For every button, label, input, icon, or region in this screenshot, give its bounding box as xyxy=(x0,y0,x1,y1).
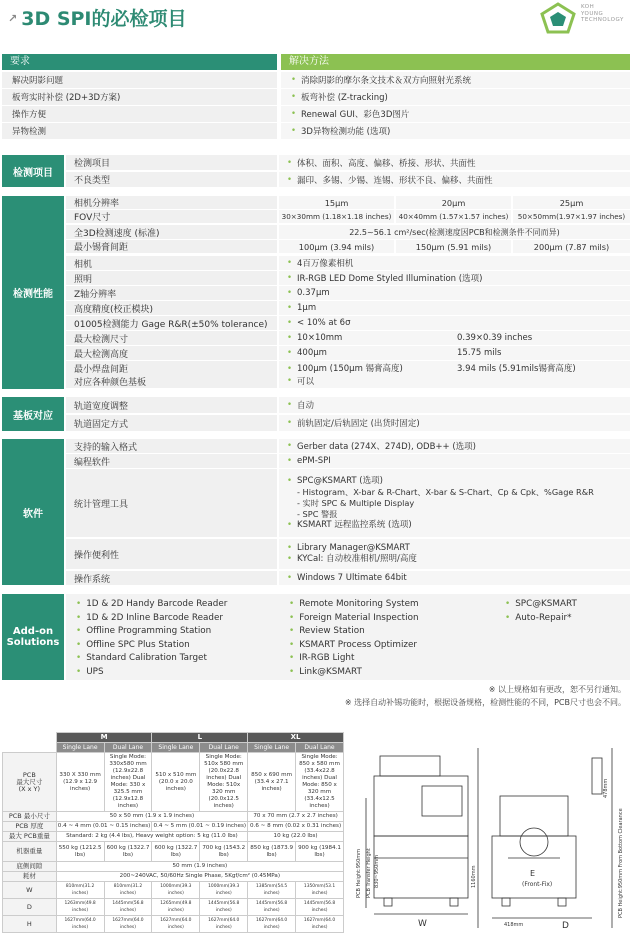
spec-label: 照明 xyxy=(66,271,277,285)
spec-row xyxy=(66,240,630,253)
row-label: 耗材 xyxy=(3,872,57,882)
spec-line: • KSMART 远程监控系统 (选项) xyxy=(287,520,412,531)
company-logo xyxy=(538,2,628,38)
spec-value: • 前轨固定/后轨固定 (出货时固定) xyxy=(279,415,630,431)
spec-value: • 自动 xyxy=(279,397,630,413)
spec-value: • < 10% at 6σ xyxy=(279,316,630,330)
spec-cell: 0.4 ~ 4 mm (0.01 ~ 0.15 inches) xyxy=(56,822,152,832)
addon-item: • UPS xyxy=(76,666,227,680)
spec-row xyxy=(66,439,630,453)
requirement-text: 解决阴影问题 xyxy=(2,72,277,88)
spec-cell: 600 kg (1322.7 lbs) xyxy=(152,842,200,862)
spec-value-group xyxy=(279,331,630,345)
addon-item: • Offline SPC Plus Station xyxy=(76,639,227,653)
section-title-addon: Add-on Solutions xyxy=(2,594,64,680)
spec-cell: 1350mm(53.1 inches) xyxy=(296,882,344,899)
spec-value-2: 200μm (7.87 mils) xyxy=(513,240,630,253)
lane-label: Dual Lane xyxy=(296,743,344,753)
spec-cell: 70 x 70 mm (2.7 x 2.7 inches) xyxy=(248,812,344,822)
spec-row xyxy=(66,374,630,388)
spec-cell: 0.6 ~ 8 mm (0.02 x 0.31 inches) xyxy=(248,822,344,832)
spec-cell: 1263mm(49.8 inches) xyxy=(56,899,104,916)
spec-cell: 1445mm(56.8 inches) xyxy=(200,899,248,916)
label-w: W xyxy=(418,919,427,929)
spec-cell: 1385mm(54.5 inches) xyxy=(248,882,296,899)
spec-value-1: 20μm xyxy=(396,196,511,209)
addon-item: • Remote Monitoring System xyxy=(289,598,419,612)
spec-label: 操作便利性 xyxy=(66,539,277,569)
spec-value-b: 3.94 mils (5.91mils锡膏高度) xyxy=(457,364,576,374)
spec-row xyxy=(66,331,630,345)
spec-label: 轨道宽度调整 xyxy=(66,397,277,413)
spec-value: • 漏印、多锡、少锡、连锡、形状不良、偏移、共面性 xyxy=(279,172,630,187)
spec-value: • 4百万像素相机 xyxy=(279,256,630,270)
label-418: 418mm xyxy=(504,922,524,928)
label-e: E xyxy=(530,869,536,878)
spec-value-group xyxy=(279,240,630,253)
row-label: 机器重量 xyxy=(3,842,57,862)
spec-label: 相机分辨率 xyxy=(66,196,277,209)
spec-value-0: 30×30mm (1.18×1.18 inches) xyxy=(279,210,394,223)
spec-label: 对应各种颜色基板 xyxy=(66,374,277,388)
dimension-row xyxy=(3,882,344,899)
requirement-row xyxy=(2,89,630,105)
machine-weight-row xyxy=(3,842,344,862)
label-clearance: PCB Height:950mm From Bottom Clearance xyxy=(618,808,624,918)
page-title xyxy=(8,4,187,31)
spec-row xyxy=(66,469,630,537)
spec-line: - 实时 SPC & Multiple Display xyxy=(297,497,415,508)
spec-cell: 850 x 690 mm (33.4 x 27.1 inches) xyxy=(248,753,296,812)
lane-label: Dual Lane xyxy=(200,743,248,753)
spec-row xyxy=(66,225,630,239)
spec-cell: Standard: 2 kg (4.4 lbs), Heavy weight option: 5 kg (11.0 lbs) xyxy=(56,832,248,842)
spec-cell: 810mm(31.2 inches) xyxy=(104,882,152,899)
spec-cell: Single Mode: 850 x 580 mm (33.4x22.8 inches) Dual Mode: 850 x 320 mm (33.4x12.5 inches) xyxy=(296,753,344,812)
spec-cell: 50 x 50 mm (1.9 x 1.9 inches) xyxy=(56,812,248,822)
spec-value: • Windows 7 Ultimate 64bit xyxy=(279,571,630,585)
spec-value: • ePM-SPI xyxy=(279,454,630,468)
spec-value-0: 100μm (3.94 mils) xyxy=(279,240,394,253)
spec-cell: 1627mm(64.0 inches) xyxy=(56,916,104,933)
spec-line: • SPC@KSMART (选项) xyxy=(287,476,383,487)
logo-text: KOH YOUNG TECHNOLOGY xyxy=(581,4,624,23)
spec-label: 相机 xyxy=(66,256,277,270)
spec-row xyxy=(66,301,630,315)
spec-cell: 10 kg (22.0 lbs) xyxy=(248,832,344,842)
spec-value: 22.5~56.1 cm²/sec(检测速度因PCB和检测条件不同而异) xyxy=(279,225,630,239)
solution-text: • 板弯补偿 (Z-tracking) xyxy=(281,89,630,105)
spec-row xyxy=(66,415,630,431)
spec-cell: 900 kg (1984.1 lbs) xyxy=(296,842,344,862)
title-text: 3D SPI的必检项目 xyxy=(21,8,187,30)
dimension-row xyxy=(3,916,344,933)
spec-label: 高度精度(校正模块) xyxy=(66,301,277,315)
spec-cell: Single Mode: 510x 580 mm (20.0x22.8 inches) Dual Mode: 510x 320 mm (20.0x12.5 inches) xyxy=(200,753,248,812)
section-title-inspection: 检测项目 xyxy=(2,155,64,187)
column-header-solution: 解决方法 xyxy=(281,54,630,70)
spec-value-1: 40×40mm (1.57×1.57 inches) xyxy=(396,210,511,223)
spec-row xyxy=(66,346,630,360)
label-830: 830~950mm xyxy=(374,854,380,888)
addon-item: • SPC@KSMART xyxy=(505,598,577,612)
note-1: ※ 以上规格如有更改，恕不另行通知。 xyxy=(488,685,626,694)
requirement-text: 板弯实时补偿 (2D+3D方案) xyxy=(2,89,277,105)
spec-value-list xyxy=(279,469,630,537)
spec-cell: 1627mm(64.0 inches) xyxy=(104,916,152,933)
spec-row xyxy=(66,286,630,300)
spec-table xyxy=(2,732,344,933)
addon-item: • Link@KSMART xyxy=(289,666,419,680)
spec-value-a: • 10×10mm xyxy=(287,333,457,343)
pcb-weight-row xyxy=(3,832,344,842)
spec-line: - Histogram、X-bar & R-Chart、X-bar & S-Chart、Cp & Cpk、%Gage R&R xyxy=(297,486,594,497)
logo-mark-icon xyxy=(538,2,578,38)
spec-cell: Single Mode: 330x580 mm (12.9x22.8 inches) Dual Mode: 330 x 325.5 mm (12.9x12.8 inches) xyxy=(104,753,152,812)
spec-cell: 1445mm(56.8 inches) xyxy=(248,899,296,916)
spec-value: • 0.37μm xyxy=(279,286,630,300)
addon-item: • Review Station xyxy=(289,625,419,639)
spec-row xyxy=(66,256,630,270)
spec-value-group xyxy=(279,196,630,209)
spec-value-0: 15μm xyxy=(279,196,394,209)
model-name: XL xyxy=(248,733,344,743)
section-title-software: 软件 xyxy=(2,439,64,585)
spec-cell: 600 kg (1322.7 lbs) xyxy=(104,842,152,862)
corner-cell xyxy=(3,733,57,743)
spec-cell: 1627mm(64.0 inches) xyxy=(296,916,344,933)
addon-col-2 xyxy=(289,598,419,680)
machine-drawing xyxy=(352,738,632,934)
lane-label: Single Lane xyxy=(56,743,104,753)
addon-item: • Offline Programming Station xyxy=(76,625,227,639)
spec-row xyxy=(66,397,630,413)
spec-row xyxy=(66,454,630,468)
spec-label: 支持的输入格式 xyxy=(66,439,277,453)
spec-row xyxy=(66,271,630,285)
model-name: L xyxy=(152,733,248,743)
spec-value-group xyxy=(279,210,630,223)
spec-cell: 1627mm(64.0 inches) xyxy=(248,916,296,933)
arrow-icon: ↗ xyxy=(8,12,18,25)
requirement-row xyxy=(2,123,630,139)
spec-label: 最大检测高度 xyxy=(66,346,277,360)
addon-item: • IR-RGB Light xyxy=(289,652,419,666)
row-label: 底侧间隙 xyxy=(3,862,57,872)
row-label: W xyxy=(3,882,57,899)
spec-label: 最小锡膏间距 xyxy=(66,240,277,253)
spec-value-b: 15.75 mils xyxy=(457,348,502,358)
spec-label: Z轴分辨率 xyxy=(66,286,277,300)
requirement-text: 异物检测 xyxy=(2,123,277,139)
spec-cell: 850 kg (1873.9 lbs) xyxy=(248,842,296,862)
spec-cell: 1627mm(64.0 inches) xyxy=(152,916,200,933)
spec-label: 不良类型 xyxy=(66,172,277,187)
label-d: D xyxy=(562,921,569,931)
addon-col-1 xyxy=(76,598,227,680)
label-transfer: PCB Transfer Height xyxy=(366,848,372,898)
spec-label: 编程软件 xyxy=(66,454,277,468)
spec-row xyxy=(66,361,630,375)
spec-cell: 50 mm (1.9 inches) xyxy=(56,862,343,872)
spec-cell: 1445mm(56.8 inches) xyxy=(296,899,344,916)
requirement-text: 操作方便 xyxy=(2,106,277,122)
row-label: D xyxy=(3,899,57,916)
note-2: ※ 选择自动补锡功能时，根据设备规格，检测性能的不同，PCB尺寸也会不同。 xyxy=(344,698,626,707)
addon-item: • KSMART Process Optimizer xyxy=(289,639,419,653)
spec-value-2: 25μm xyxy=(513,196,630,209)
addon-item: • Standard Calibration Target xyxy=(76,652,227,666)
addon-item: • 1D & 2D Inline Barcode Reader xyxy=(76,612,227,626)
spec-row xyxy=(66,210,630,223)
spec-row xyxy=(66,571,630,585)
spec-value-a: • 100μm (150μm 锡膏高度) xyxy=(287,362,457,374)
spec-label: 最大检测尺寸 xyxy=(66,331,277,345)
lane-label: Single Lane xyxy=(248,743,296,753)
corner-cell xyxy=(3,743,57,753)
spec-cell: 510 x 510 mm (20.0 x 20.0 inches) xyxy=(152,753,200,812)
spec-value: • 1μm xyxy=(279,301,630,315)
spec-label: 轨道固定方式 xyxy=(66,415,277,431)
label-front-fix: (Front-Fix) xyxy=(522,881,553,888)
section-title-board: 基板对应 xyxy=(2,397,64,431)
spec-label: 统计管理工具 xyxy=(66,469,277,537)
spec-cell: 1445mm(56.8 inches) xyxy=(104,899,152,916)
model-name: M xyxy=(56,733,152,743)
column-header-requirement: 要求 xyxy=(2,54,277,70)
spec-label: 最小焊盘间距 xyxy=(66,361,277,375)
addon-item: • 1D & 2D Handy Barcode Reader xyxy=(76,598,227,612)
spec-value: • 可以 xyxy=(279,374,630,388)
addon-col-3 xyxy=(505,598,577,625)
addon-item: • Auto-Repair* xyxy=(505,612,577,626)
spec-line: • KYCal: 自动校准相机/照明/高度 xyxy=(287,554,417,565)
spec-cell: 330 X 330 mm (12.9 x 12.9 inches) xyxy=(56,753,104,812)
pcb-min-row xyxy=(3,812,344,822)
addon-item: • Foreign Material Inspection xyxy=(289,612,419,626)
spec-value-1: 150μm (5.91 mils) xyxy=(396,240,511,253)
lane-label: Single Lane xyxy=(152,743,200,753)
spec-value-group xyxy=(279,361,630,375)
label-pcb-height: PCB Height:950mm xyxy=(356,848,362,898)
spec-cell: 1627mm(64.0 inches) xyxy=(200,916,248,933)
spec-label: 检测项目 xyxy=(66,155,277,170)
spec-value-b: 0.39×0.39 inches xyxy=(457,333,533,343)
spec-cell: 200~240VAC, 50/60Hz Single Phase, 5Kgf/cm² (0.45MPa) xyxy=(56,872,343,882)
spec-cell: 1265mm(49.8 inches) xyxy=(152,899,200,916)
spec-cell: 0.4 ~ 5 mm (0.01 ~ 0.19 inches) xyxy=(152,822,248,832)
solution-text: • Renewal GUI、彩色3D图片 xyxy=(281,106,630,122)
spec-row xyxy=(66,172,630,187)
spec-row xyxy=(66,316,630,330)
row-label: PCB 最大尺寸 (X x Y) xyxy=(3,753,57,812)
solution-text: • 消除阴影的摩尔条文技术＆双方向照射光系统 xyxy=(281,72,630,88)
spec-cell: 1000mm(39.3 inches) xyxy=(152,882,200,899)
requirement-row xyxy=(2,72,630,88)
dimension-row xyxy=(3,899,344,916)
solution-text: • 3D异物检测功能 (选项) xyxy=(281,123,630,139)
lane-label: Dual Lane xyxy=(104,743,152,753)
spec-line: • Library Manager@KSMART xyxy=(287,543,410,554)
spec-cell: 700 kg (1543.2 lbs) xyxy=(200,842,248,862)
spec-cell: 810mm(31.2 inches) xyxy=(56,882,104,899)
clearance-row xyxy=(3,862,344,872)
label-478: 478mm xyxy=(603,778,609,798)
section-title-performance: 检测性能 xyxy=(2,196,64,389)
consumables-row xyxy=(3,872,344,882)
spec-label: 操作系统 xyxy=(66,571,277,585)
lane-header-row xyxy=(3,743,344,753)
model-header-row xyxy=(3,733,344,743)
pcb-thickness-row xyxy=(3,822,344,832)
label-1160: 1160mm xyxy=(471,865,477,888)
spec-cell: 550 kg (1212.5 lbs) xyxy=(56,842,104,862)
spec-value-group xyxy=(279,346,630,360)
row-label: PCB 厚度 xyxy=(3,822,57,832)
spec-cell: 1000mm(39.3 inches) xyxy=(200,882,248,899)
spec-row xyxy=(66,539,630,569)
row-label: 最大 PCB重量 xyxy=(3,832,57,842)
spec-line: - SPC 警报 xyxy=(297,508,338,519)
spec-value: • 体积、面积、高度、偏移、桥接、形状、共面性 xyxy=(279,155,630,170)
pcb-size-row xyxy=(3,753,344,812)
requirement-row xyxy=(2,106,630,122)
row-label: H xyxy=(3,916,57,933)
spec-value: • Gerber data (274X、274D), ODB++ (选项) xyxy=(279,439,630,453)
spec-value-2: 50×50mm(1.97×1.97 inches) xyxy=(513,210,630,223)
spec-label: FOV尺寸 xyxy=(66,210,277,223)
row-label: PCB 最小尺寸 xyxy=(3,812,57,822)
spec-value-a: • 400μm xyxy=(287,348,457,358)
spec-row xyxy=(66,155,630,170)
spec-value-list xyxy=(279,539,630,569)
spec-label: 全3D检测速度 (标准) xyxy=(66,225,277,239)
spec-row xyxy=(66,196,630,209)
spec-label: 01005检测能力 Gage R&R(±50% tolerance) xyxy=(66,316,277,330)
spec-value: • IR-RGB LED Dome Styled Illumination (选项) xyxy=(279,271,630,285)
